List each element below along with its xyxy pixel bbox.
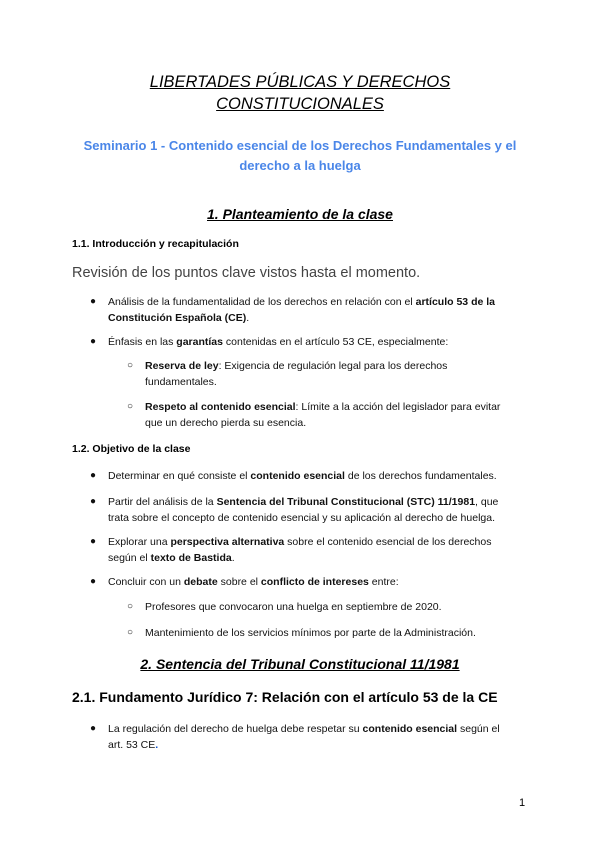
- text: sobre el contenido esencial de los derechos: [284, 536, 492, 548]
- text: La regulación del derecho de huelga debe respetar su: [108, 723, 363, 735]
- text: trata sobre el concepto de contenido esencial y su aplicación al derecho de huelga.: [108, 512, 496, 524]
- bold-text: contenido esencial: [362, 723, 458, 735]
- intro-lead-text: Revisión de los puntos clave vistos hasta el momento.: [72, 265, 421, 281]
- page-number: 1: [519, 797, 526, 809]
- circle-bullet-icon: ○: [127, 601, 134, 612]
- bold-text: debate: [183, 576, 218, 588]
- subsection-1-1-heading: 1.1. Introducción y recapitulación: [72, 238, 239, 250]
- bullet-icon: ●: [90, 723, 97, 734]
- list-item: [127, 399, 528, 431]
- text: art. 53 CE: [108, 739, 156, 751]
- text: Análisis de la fundamentalidad de los derechos en relación con el: [108, 296, 416, 308]
- bold-text: Reserva de ley: [145, 360, 219, 372]
- document-subtitle: [72, 136, 528, 176]
- subsection-1-2-heading: 1.2. Objetivo de la clase: [72, 443, 191, 455]
- bold-text: perspectiva alternativa: [170, 536, 285, 548]
- list-item: [127, 625, 528, 641]
- bold-text: conflicto de intereses: [260, 576, 369, 588]
- list-item: [90, 574, 528, 590]
- bullet-icon: ●: [90, 496, 97, 507]
- bullet-icon: ●: [90, 336, 97, 347]
- circle-bullet-icon: ○: [127, 401, 134, 412]
- bold-text: texto de Bastida: [150, 552, 232, 564]
- text: según el: [457, 723, 500, 735]
- bullet-icon: ●: [90, 470, 97, 481]
- document-title: [0, 71, 600, 115]
- list-item: [90, 468, 528, 484]
- title-line-2: CONSTITUCIONALES: [216, 95, 384, 113]
- text: : Exigencia de regulación legal para los derechos: [218, 360, 448, 372]
- list-item: [90, 294, 528, 326]
- list-item: [127, 599, 528, 615]
- circle-bullet-icon: ○: [127, 360, 134, 371]
- text: .: [155, 739, 159, 751]
- list-item: [90, 494, 528, 526]
- section-1-heading: 1. Planteamiento de la clase: [207, 206, 393, 222]
- text: Profesores que convocaron una huelga en septiembre de 2020.: [145, 601, 442, 613]
- text: Concluir con un: [108, 576, 184, 588]
- text: Mantenimiento de los servicios mínimos por parte de la Administración.: [145, 627, 476, 639]
- text: Énfasis en las: [108, 336, 177, 348]
- text: Partir del análisis de la: [108, 496, 217, 508]
- text: : Límite a la acción del legislador para evitar: [295, 401, 501, 413]
- bold-text: Sentencia del Tribunal Constitucional (STC) 11/1981: [216, 496, 476, 508]
- text: sobre el: [217, 576, 261, 588]
- list-item: [90, 721, 528, 753]
- bold-text: Constitución Española (CE): [108, 312, 247, 324]
- list-item: [90, 334, 528, 350]
- bullet-icon: ●: [90, 576, 97, 587]
- subsection-2-1-heading: 2.1. Fundamento Jurídico 7: Relación con el artículo 53 de la CE: [72, 689, 498, 705]
- text: que un derecho pierda su esencia.: [145, 417, 307, 429]
- subtitle-line-2: derecho a la huelga: [239, 158, 361, 173]
- text: según el: [108, 552, 151, 564]
- text: Explorar una: [108, 536, 171, 548]
- title-line-1: LIBERTADES PÚBLICAS Y DERECHOS: [149, 73, 451, 91]
- bullet-icon: ●: [90, 536, 97, 547]
- list-item: [127, 358, 528, 390]
- section-2-heading: 2. Sentencia del Tribunal Constitucional 11/1981: [140, 656, 460, 672]
- text: contenidas en el artículo 53 CE, especialmente:: [222, 336, 449, 348]
- bullet-icon: ●: [90, 296, 97, 307]
- text: fundamentales.: [145, 376, 217, 388]
- subtitle-line-1: Seminario 1 - Contenido esencial de los Derechos Fundamentales y el: [83, 138, 517, 153]
- bold-text: contenido esencial: [250, 470, 345, 482]
- text: de los derechos fundamentales.: [344, 470, 497, 482]
- bold-text: artículo 53 de la: [415, 296, 495, 308]
- circle-bullet-icon: ○: [127, 627, 134, 638]
- bold-text: Respeto al contenido esencial: [145, 401, 296, 413]
- text: entre:: [368, 576, 399, 588]
- list-item: [90, 534, 528, 566]
- text: .: [231, 552, 235, 564]
- text: , que: [475, 496, 499, 508]
- text: .: [246, 312, 250, 324]
- bold-text: garantías: [176, 336, 223, 348]
- text: Determinar en qué consiste el: [108, 470, 251, 482]
